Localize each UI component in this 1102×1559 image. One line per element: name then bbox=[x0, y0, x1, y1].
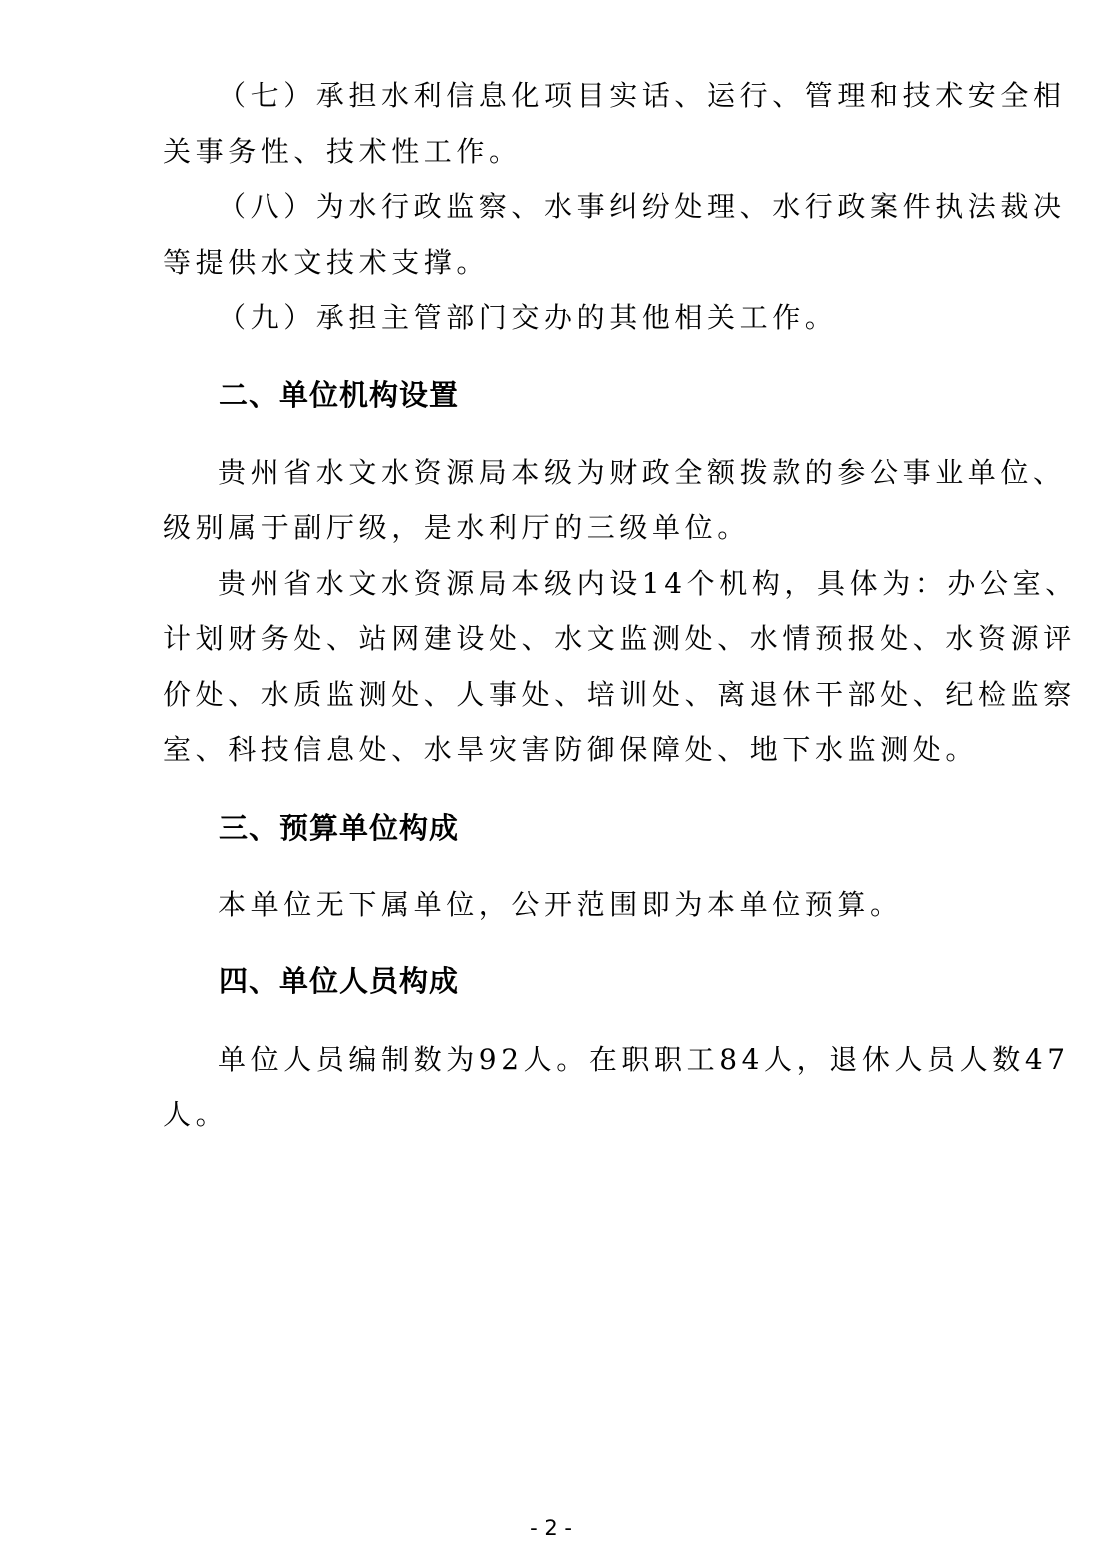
section-4-para-1-line-1: 单位人员编制数为92人。在职职工84人，退休人员人数47 bbox=[218, 1043, 1070, 1076]
duty-item-8-line-2: 等提供水文技术支撑。 bbox=[163, 246, 490, 279]
section-2-para-2-line-2: 计划财务处、站网建设处、水文监测处、水情预报处、水资源评 bbox=[163, 622, 1076, 655]
section-3-heading: 三、预算单位构成 bbox=[219, 811, 460, 845]
duty-item-7-line-2: 关事务性、技术性工作。 bbox=[163, 135, 522, 168]
section-2-para-2-line-1: 贵州省水文水资源局本级内设14个机构，具体为：办公室、 bbox=[218, 567, 1078, 600]
section-3-para-1: 本单位无下属单位，公开范围即为本单位预算。 bbox=[218, 888, 903, 921]
section-2-para-2-line-4: 室、科技信息处、水旱灾害防御保障处、地下水监测处。 bbox=[163, 733, 979, 766]
section-4-heading: 四、单位人员构成 bbox=[219, 964, 460, 998]
section-2-para-1-line-2: 级别属于副厅级，是水利厅的三级单位。 bbox=[163, 511, 750, 544]
section-2-para-2-line-3: 价处、水质监测处、人事处、培训处、离退休干部处、纪检监察 bbox=[163, 678, 1076, 711]
section-2-heading: 二、单位机构设置 bbox=[219, 378, 460, 412]
duty-item-9-line-1: （九）承担主管部门交办的其他相关工作。 bbox=[218, 301, 838, 334]
duty-item-8-line-1: （八）为水行政监察、水事纠纷处理、水行政案件执法裁决 bbox=[218, 190, 1066, 223]
section-4-para-1-line-2: 人。 bbox=[163, 1098, 229, 1131]
page-number: - 2 - bbox=[530, 1516, 572, 1540]
duty-item-7-line-1: （七）承担水利信息化项目实话、运行、管理和技术安全相 bbox=[218, 79, 1066, 112]
section-2-para-1-line-1: 贵州省水文水资源局本级为财政全额拨款的参公事业单位、 bbox=[218, 456, 1066, 489]
